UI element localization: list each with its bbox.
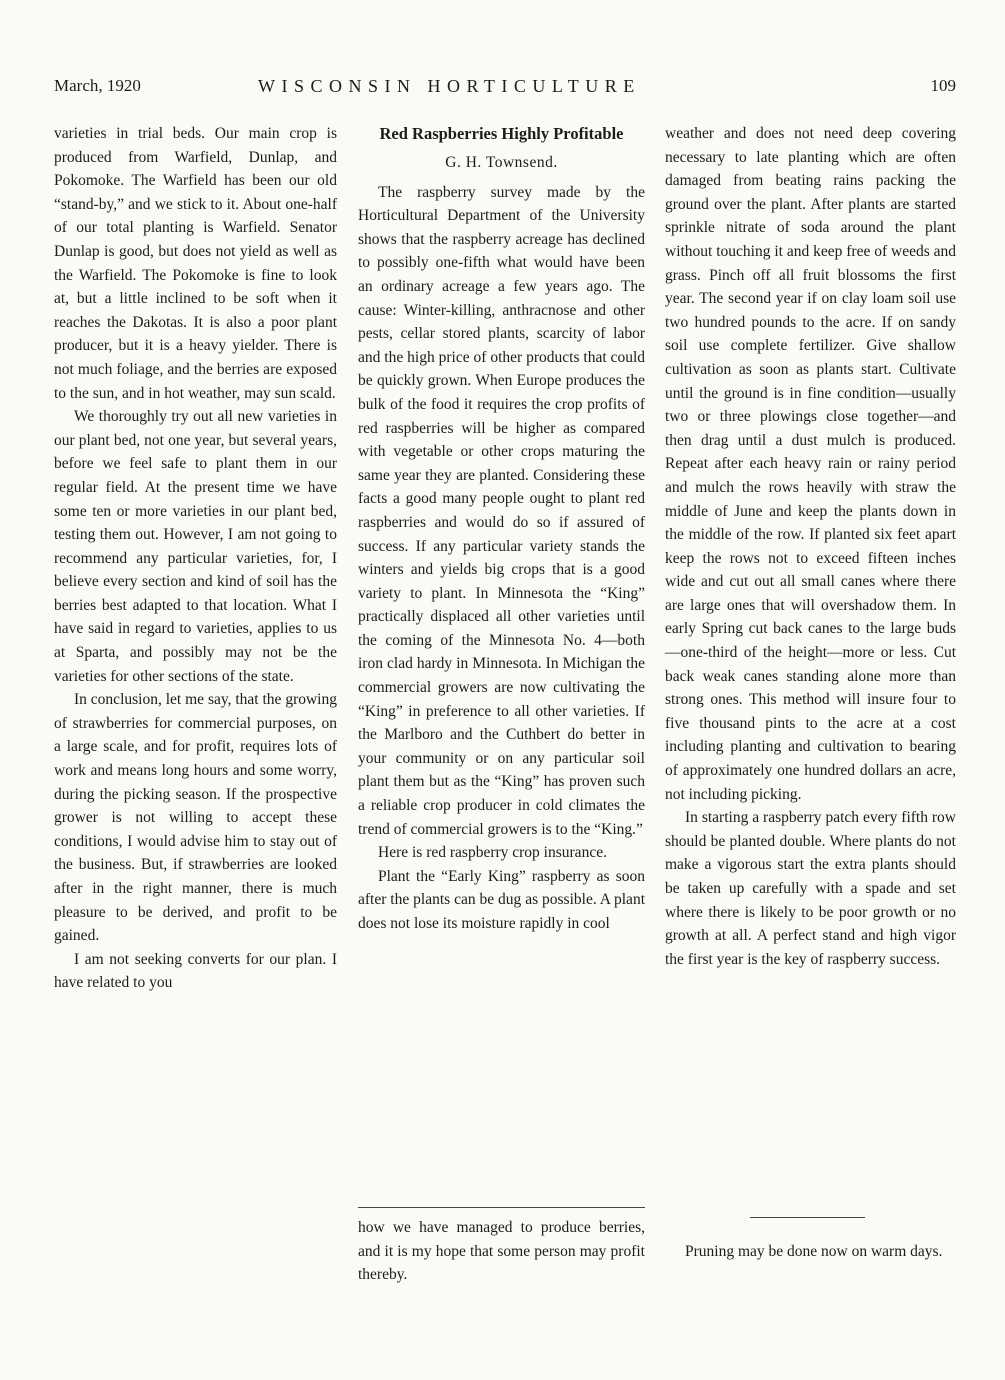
article-byline: G. H. Townsend. bbox=[445, 154, 558, 171]
paragraph: I am not seeking converts for our plan. I have related to you bbox=[54, 950, 337, 992]
paragraph: Pruning may be done now on warm days. bbox=[685, 1243, 943, 1260]
section-divider-rule bbox=[750, 1217, 865, 1218]
paragraph: weather and does not need deep covering necessary to late planting which are often damaged from beating rains packing the ground over the plant. After plants are started sprinkle nitrate of soda around the plant without touching it and keep free of weeds and grass. Pinch off all fruit blossoms the first year. The second year if on clay loam soil use two hundred pounds to the acre. If on sandy soil use complete fertilizer. Give shallow cultivation as soon as plants start. Cultivate until the ground is in fine condition—usually two or three plowings close together—and then drag until a dust mulch is produced. Repeat after each heavy rain or rainy period and mulch the rows heavily with straw the middle of June and keep the plants down in the middle of the row. If planted six feet apart keep the rows not to exceed fifteen inches wide and cut out all small canes where there are large ones that will overshadow them. In early Spring cut back canes to the large buds—one-third of the height—more or less. Cut back weak canes standing alone more than strong ones. This method will insure four to five thousand pints to the acre at a cost including planting and cultivation to bearing of approximately one hundred dollars an acre, not including picking. bbox=[665, 125, 956, 803]
strawberry-article-continuation bbox=[358, 1216, 645, 1287]
column-right bbox=[665, 122, 956, 971]
page-number: 109 bbox=[930, 76, 956, 95]
running-header bbox=[54, 76, 956, 100]
paragraph: Here is red raspberry crop insurance. bbox=[378, 844, 607, 862]
paragraph: We thoroughly try out all new varieties in our plant bed, not one year, but several years, before we feel safe to plant them in our regular field. At the present time we have some ten or more varieties in our plant bed, testing them out. However, I am not going to recommend any particular varieties, for, I believe every section and kind of soil has the berries best adapted to that location. What I have said in regard to varieties, applies to us at Sparta, and possibly may not be the varieties for other sections of the state. bbox=[54, 408, 337, 685]
paragraph: In starting a raspberry patch every fifth row should be planted double. Where plants do not make a vigorous start the extra plants should be taken up carefully with a spade and set where there is likely to be poor growth or no growth at all. A perfect stand and high vigor the first year is the key of raspberry success. bbox=[665, 809, 956, 968]
column-middle bbox=[358, 122, 645, 936]
paragraph: Plant the “Early King” raspberry as soon after the plants can be dug as possible. A plant does not lose its moisture rapidly in cool bbox=[358, 867, 645, 932]
column-left bbox=[54, 122, 337, 995]
filler-note bbox=[665, 1240, 956, 1264]
column-divider-rule bbox=[358, 1207, 645, 1208]
paragraph: how we have managed to produce berries, and it is my hope that some person may profit thereby. bbox=[358, 1219, 645, 1284]
issue-date: March, 1920 bbox=[54, 76, 141, 95]
paragraph: varieties in trial beds. Our main crop is produced from Warfield, Dunlap, and Pokomoke. The Warfield has been our old “stand-by,” and we stick to it. About one-half of our total planting is Warfield. Senator Dunlap is good, but does not yield as well as the Warfield. The Pokomoke is fine to look at, but a little inclined to be soft when it reaches the Dakotas. It is also a poor plant producer, but it is a heavy yielder. There is not much foliage, and the berries are exposed to the sun, and in hot weather, may sun scald. bbox=[54, 125, 337, 402]
paragraph: The raspberry survey made by the Horticultural Department of the University shows that the raspberry acreage has declined to possibly one-fifth what would have been an ordinary acreage a few years ago. The cause: Winter-killing, anthracnose and other pests, cellar stored plants, scarcity of labor and the high price of other products that could be quickly grown. When Europe produces the bulk of the food it requires the crop profits of red raspberries will be higher as compared with vegetable or other crops maturing the same year they are planted. Considering these facts a good many people ought to plant red raspberries and would do so if assured of success. If any particular variety stands the winters and yields big crops that is a good variety to plant. In Minnesota the “King” practically displaced all other varieties until the coming of the Minnesota No. 4—both iron clad hardy in Minnesota. In Michigan the commercial growers are now cultivating the “King” in preference to all other varieties. If the Marlboro and the Cuthbert do better in your community or on any particular soil plant them but as the “King” has proven such a reliable crop producer in cold climates the trend of commercial growers is to the “King.” bbox=[358, 183, 645, 838]
paragraph: In conclusion, let me say, that the growing of strawberries for commercial purposes, on a large scale, and for profit, requires lots of work and means long hours and some worry, during the picking season. If the prospective grower is not willing to accept these conditions, I would advise him to stay out of the business. But, if strawberries are looked after in the right manner, there is much pleasure to be derived, and profit to be gained. bbox=[54, 691, 337, 945]
journal-title: WISCONSIN HORTICULTURE bbox=[258, 76, 641, 96]
article-title: Red Raspberries Highly Profitable bbox=[379, 124, 624, 143]
